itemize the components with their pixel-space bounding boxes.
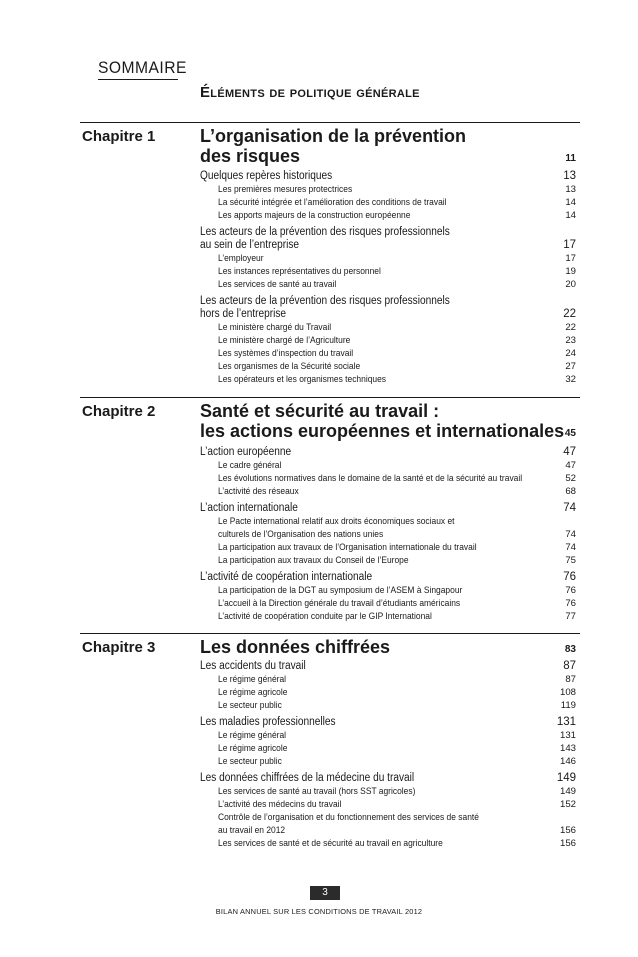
chapter-title — [200, 637, 390, 657]
subsection-row — [218, 742, 576, 755]
subsection-row — [218, 265, 576, 278]
subsection-page: 76 — [565, 598, 576, 609]
sommaire-rule — [98, 79, 178, 80]
section-page: 131 — [556, 716, 576, 728]
section-title-text: L’action internationale — [200, 502, 298, 514]
section-title-text: Les maladies professionnelles — [200, 716, 336, 728]
subsection-title-text: L’activité des réseaux — [218, 486, 299, 497]
section-row — [200, 295, 576, 308]
subsection-row — [218, 472, 576, 485]
subsection-title-text: La participation aux travaux de l’Organisation internationale du travail — [218, 542, 477, 553]
section-page: 22 — [563, 308, 576, 320]
subsection-row — [218, 785, 576, 798]
section-title-text: Les acteurs de la prévention des risques professionnels — [200, 226, 450, 238]
subsection-title-text: au travail en 2012 — [218, 825, 286, 836]
subsection-title-text: La sécurité intégrée et l’amélioration des conditions de travail — [218, 197, 447, 208]
subsection-page: 75 — [565, 555, 576, 566]
subsection-title-text: Le ministère chargé du Travail — [218, 322, 332, 333]
section-title-text: L’action européenne — [200, 446, 292, 458]
subsection-row — [218, 196, 576, 209]
subsection-row — [218, 347, 576, 360]
subsection-title-text: Le ministère chargé de l’Agriculture — [218, 335, 351, 346]
subsection-row — [218, 334, 576, 347]
chapter-label: Chapitre 3 — [82, 639, 156, 656]
subsection-row — [218, 554, 576, 567]
section-page: 87 — [563, 660, 576, 672]
page-number: 3 — [310, 886, 340, 900]
section-title-text: L’activité de coopération internationale — [200, 571, 373, 583]
section-row — [200, 446, 576, 459]
subsection-row — [218, 209, 576, 222]
section-page: 47 — [563, 446, 576, 458]
sommaire-heading: SOMMAIRE — [98, 58, 187, 77]
subsection-row — [218, 755, 576, 768]
subsection-page: 152 — [559, 799, 576, 810]
subsection-row — [218, 528, 576, 541]
subsection-row — [218, 837, 576, 850]
subsection-title-text: Les instances représentatives du personnel — [218, 266, 381, 277]
subsection-page: 108 — [559, 687, 576, 698]
subsection-title-text: Le régime général — [218, 730, 287, 741]
subsection-page: 19 — [565, 266, 576, 277]
subsection-title-text: Le cadre général — [218, 460, 282, 471]
subsection-row — [218, 610, 576, 623]
chapter-title-line: L’organisation de la prévention — [200, 126, 467, 146]
subsection-row — [218, 729, 576, 742]
subsection-page: 23 — [565, 335, 576, 346]
subsection-row — [218, 541, 576, 554]
subsection-page: 20 — [565, 279, 576, 290]
chapter-title-line: des risques — [200, 146, 301, 166]
chapter-block — [80, 633, 580, 657]
section-row — [200, 716, 576, 729]
subsection-page: 119 — [560, 700, 576, 711]
subsection-row — [218, 798, 576, 811]
subsection-page: 74 — [565, 542, 576, 553]
section-row — [200, 226, 576, 239]
section-page: 74 — [563, 502, 576, 514]
section-page: 17 — [563, 239, 576, 251]
section-row — [200, 660, 576, 673]
subsection-row — [218, 252, 576, 265]
subsection-row — [218, 278, 576, 291]
subsection-page: 143 — [559, 743, 576, 754]
subsection-page: 87 — [565, 674, 576, 685]
chapter-title-line: Les données chiffrées — [200, 637, 391, 657]
chapter-block — [80, 397, 580, 441]
subsection-row — [218, 673, 576, 686]
subsection-row — [218, 597, 576, 610]
section-row — [200, 170, 576, 183]
subsection-title-text: Les évolutions normatives dans le domaine de la santé et de la sécurité au travail — [218, 473, 523, 484]
footer-text: BILAN ANNUEL SUR LES CONDITIONS DE TRAVAIL 2012 — [215, 907, 423, 916]
subsection-page: 13 — [565, 184, 576, 195]
section-row — [200, 772, 576, 785]
subsection-page: 77 — [565, 611, 576, 622]
subsection-page: 14 — [565, 197, 576, 208]
subsection-row — [218, 824, 576, 837]
section-page: 149 — [556, 772, 576, 784]
subsection-row — [218, 485, 576, 498]
subsection-page: 24 — [565, 348, 576, 359]
chapter-page: 45 — [564, 428, 576, 439]
chapter-title — [200, 126, 466, 166]
subsection-row — [218, 183, 576, 196]
subsection-page: 156 — [559, 838, 576, 849]
section-title-text: Quelques repères historiques — [200, 170, 333, 182]
subsection-row — [218, 811, 576, 824]
chapter-block — [80, 122, 580, 166]
subsection-row — [218, 321, 576, 334]
chapter-title-line: Santé et sécurité au travail : — [200, 401, 440, 421]
chapter-page: 83 — [564, 644, 576, 655]
subsection-row — [218, 459, 576, 472]
chapter-label: Chapitre 1 — [82, 128, 156, 145]
section-row — [200, 308, 576, 321]
subsection-page: 22 — [565, 322, 576, 333]
subsection-page: 14 — [565, 210, 576, 221]
section-title-text: hors de l’entreprise — [200, 308, 287, 320]
section-row — [200, 502, 576, 515]
subsection-title-text: Les apports majeurs de la construction européenne — [218, 210, 411, 221]
subsection-row — [218, 686, 576, 699]
subsection-title-text: Le régime agricole — [218, 743, 288, 754]
subsection-title-text: L’activité de coopération conduite par le GIP International — [218, 611, 432, 622]
subsection-title-text: Les services de santé au travail — [218, 279, 337, 290]
subsection-title-text: Les services de santé et de sécurité au travail en agriculture — [218, 838, 443, 849]
subsection-title-text: Les opérateurs et les organismes techniques — [218, 374, 387, 385]
subsection-title-text: Le Pacte international relatif aux droits économiques sociaux et — [218, 516, 455, 527]
section-title-text: Les accidents du travail — [200, 660, 306, 672]
subsection-title-text: Les systèmes d’inspection du travail — [218, 348, 354, 359]
chapter-title — [200, 401, 564, 441]
section-title: Éléments de politique générale — [200, 84, 420, 101]
subsection-page: 52 — [565, 473, 576, 484]
subsection-page: 149 — [559, 786, 576, 797]
subsection-row — [218, 515, 576, 528]
subsection-page: 131 — [559, 730, 576, 741]
chapter-page: 11 — [565, 153, 576, 164]
section-page: 13 — [563, 170, 576, 182]
subsection-page: 68 — [565, 486, 576, 497]
subsection-page: 32 — [565, 374, 576, 385]
subsection-row — [218, 360, 576, 373]
subsection-title-text: Le régime agricole — [218, 687, 288, 698]
subsection-title-text: Le secteur public — [218, 700, 282, 711]
section-row — [200, 239, 576, 252]
subsection-row — [218, 373, 576, 386]
subsection-title-text: Le régime général — [218, 674, 287, 685]
subsection-page: 146 — [559, 756, 576, 767]
section-title-text: Les données chiffrées de la médecine du travail — [200, 772, 415, 784]
chapter-title-line: les actions européennes et internationales — [200, 421, 565, 441]
section-row — [200, 571, 576, 584]
section-title-text: Les acteurs de la prévention des risques professionnels — [200, 295, 450, 307]
subsection-title-text: Contrôle de l’organisation et du fonctionnement des services de santé — [218, 812, 479, 823]
subsection-page: 156 — [559, 825, 576, 836]
subsection-title-text: Les services de santé au travail (hors SST agricoles) — [218, 786, 416, 797]
subsection-page: 76 — [565, 585, 576, 596]
subsection-title-text: L’accueil à la Direction générale du travail d’étudiants américains — [218, 598, 461, 609]
subsection-title-text: Les premières mesures protectrices — [218, 184, 353, 195]
subsection-title-text: L’activité des médecins du travail — [218, 799, 342, 810]
subsection-title-text: L’employeur — [218, 253, 264, 264]
chapter-label: Chapitre 2 — [82, 403, 156, 420]
subsection-page: 17 — [565, 253, 576, 264]
section-title-text: au sein de l’entreprise — [200, 239, 300, 251]
subsection-row — [218, 699, 576, 712]
subsection-row — [218, 584, 576, 597]
subsection-title-text: culturels de l’Organisation des nations unies — [218, 529, 384, 540]
subsection-title-text: Les organismes de la Sécurité sociale — [218, 361, 361, 372]
subsection-title-text: Le secteur public — [218, 756, 282, 767]
subsection-page: 27 — [565, 361, 576, 372]
subsection-page: 47 — [565, 460, 576, 471]
subsection-page: 74 — [565, 529, 576, 540]
subsection-title-text: La participation aux travaux du Conseil de l’Europe — [218, 555, 409, 566]
subsection-title-text: La participation de la DGT au symposium de l’ASEM à Singapour — [218, 585, 463, 596]
section-page: 76 — [563, 571, 576, 583]
